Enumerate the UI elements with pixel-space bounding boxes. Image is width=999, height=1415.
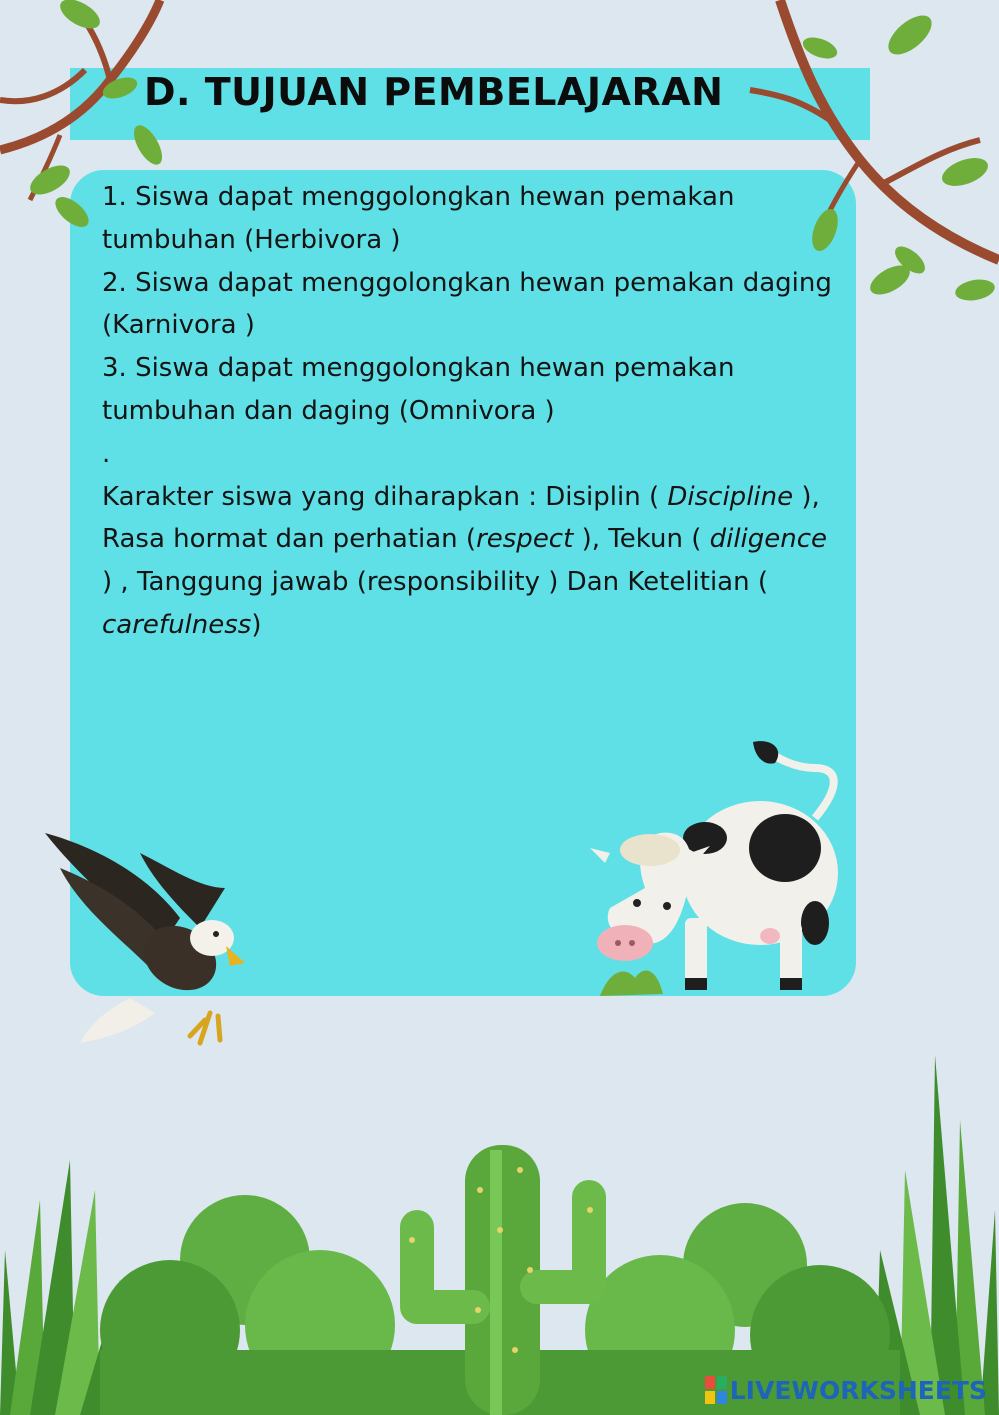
term-discipline: Discipline xyxy=(667,481,794,512)
karakter-intro: Karakter siswa yang diharapkan : Disiplin ( xyxy=(102,481,668,512)
objectives-text xyxy=(102,176,842,647)
cow-illustration xyxy=(585,738,850,1000)
karakter-part5: ) xyxy=(251,609,262,640)
objective-item: 2. Siswa dapat menggolongkan hewan pemakan daging (Karnivora ) xyxy=(102,267,832,341)
term-respect: respect xyxy=(476,524,574,555)
page-title: D. TUJUAN PEMBELAJARAN xyxy=(144,70,724,114)
karakter-part2: ), Rasa hormat dan perhatian ( xyxy=(102,481,820,555)
liveworksheets-logo-icon xyxy=(705,1376,727,1404)
term-carefulness: carefulness xyxy=(102,609,252,640)
liveworksheets-watermark xyxy=(705,1373,987,1407)
character-paragraph xyxy=(102,476,842,647)
separator-dot: . xyxy=(102,438,111,469)
objective-item: 1. Siswa dapat menggolongkan hewan pemakan tumbuhan (Herbivora ) xyxy=(102,182,735,255)
objective-item: 3. Siswa dapat menggolongkan hewan pemakan tumbuhan dan daging (Omnivora ) xyxy=(102,353,735,426)
karakter-part4: ) , Tanggung jawab (responsibility ) Dan Ketelitian ( xyxy=(102,567,768,598)
watermark-text: LIVEWORKSHEETS xyxy=(729,1375,987,1405)
landscape-illustration xyxy=(0,1050,999,1415)
karakter-part3: ), Tekun ( xyxy=(573,524,710,555)
term-diligence: diligence xyxy=(709,524,828,555)
eagle-illustration xyxy=(40,828,260,1058)
